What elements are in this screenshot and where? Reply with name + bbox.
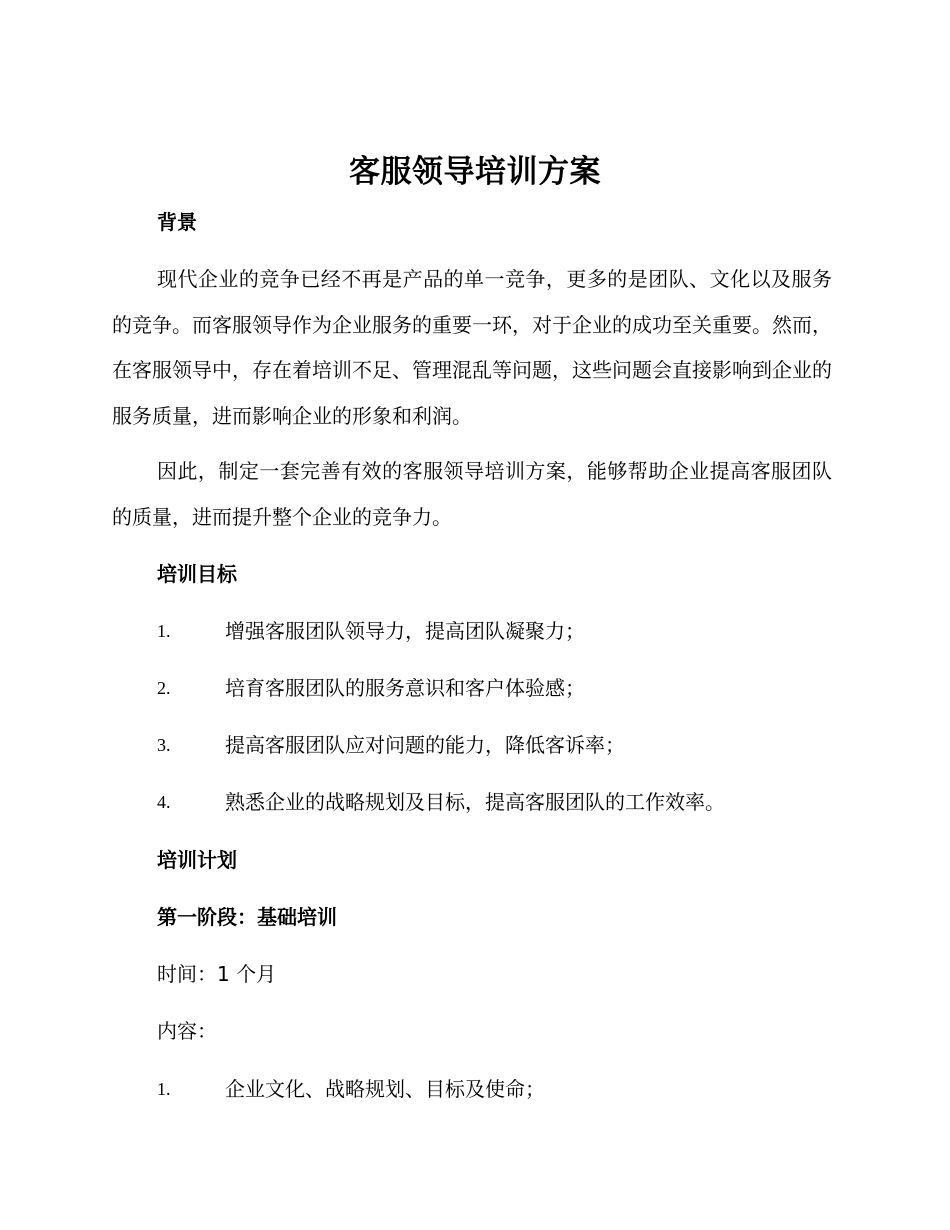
goal-item-text: 增强客服团队领导力，提高团队凝聚力； — [225, 619, 585, 643]
goal-item-number: 4. — [157, 792, 171, 812]
goals-heading: 培训目标 — [157, 562, 237, 586]
goal-item-text: 提高客服团队应对问题的能力，降低客诉率； — [225, 733, 625, 757]
background-paragraph-2: 因此，制定一套完善有效的客服领导培训方案，能够帮助企业提高客服团队的质量，进而提升整个企业的竞争力。 — [112, 459, 832, 529]
stage1-content-item-text: 企业文化、战略规划、目标及使命； — [225, 1077, 545, 1101]
plan-heading: 培训计划 — [157, 848, 237, 872]
goal-item-text: 培育客服团队的服务意识和客户体验感； — [225, 676, 585, 700]
goal-item-number: 3. — [157, 735, 171, 755]
stage1-content-item-number: 1. — [157, 1079, 171, 1099]
goal-item-number: 1. — [157, 621, 171, 641]
goal-item-text: 熟悉企业的战略规划及目标，提高客服团队的工作效率。 — [225, 790, 725, 814]
stage1-heading: 第一阶段：基础培训 — [157, 905, 337, 929]
document-title: 客服领导培训方案 — [349, 154, 601, 190]
goal-item-number: 2. — [157, 678, 171, 698]
background-paragraph-1: 现代企业的竞争已经不再是产品的单一竞争，更多的是团队、文化以及服务的竞争。而客服领导作为企业服务的重要一环，对于企业的成功至关重要。然而，在客服领导中，存在着培训不足、管理混乱等问题，这些问题会直接影响到企业的服务质量，进而影响企业的形象和利润。 — [112, 267, 832, 428]
stage1-content-label: 内容： — [157, 1019, 217, 1043]
stage1-time: 时间：1 个月 — [157, 962, 277, 986]
background-heading: 背景 — [157, 210, 197, 234]
